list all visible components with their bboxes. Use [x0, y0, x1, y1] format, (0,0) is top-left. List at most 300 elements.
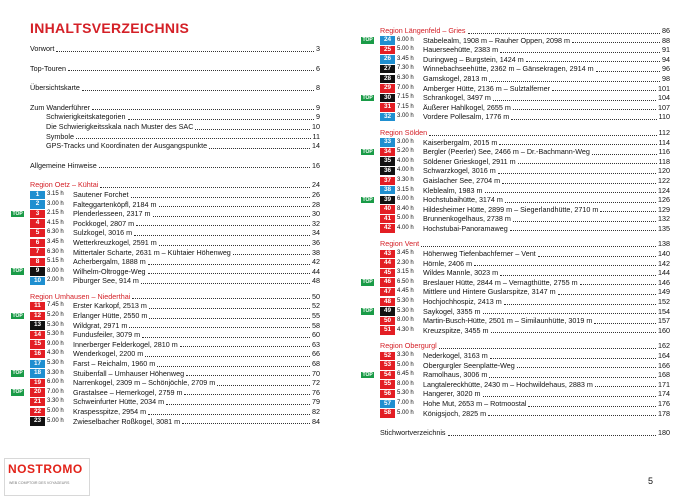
- tour-entry: [380, 205, 670, 215]
- entry-title: Bergler (Peerler) See, 2466 m – Dr.-Bachmann-Weg: [423, 147, 590, 157]
- page-ref: 129: [658, 204, 670, 214]
- entry-title: Wenderkogel, 2200 m: [73, 349, 144, 359]
- tour-entry: [30, 228, 320, 238]
- page-ref: 79: [312, 397, 320, 407]
- tour-number-badge: 11: [30, 302, 45, 310]
- dot-leader: [157, 366, 310, 367]
- tour-number-badge: 48: [380, 298, 395, 306]
- entry-title: GPS-Tracks und Koordinaten der Ausgangspunkte: [46, 141, 208, 151]
- page-ref: 174: [658, 389, 670, 399]
- page-ref: 66: [312, 349, 320, 359]
- dot-leader: [594, 323, 656, 324]
- entry-title: Hauerseehütte, 2383 m: [423, 45, 499, 55]
- page-ref: 96: [662, 64, 670, 74]
- tour-entry: [362, 277, 670, 288]
- region-heading: [380, 26, 670, 36]
- tour-duration: 5.30 h: [397, 307, 414, 314]
- entry-title: Symbole: [46, 131, 74, 141]
- page-ref: 91: [662, 45, 670, 55]
- dot-leader: [148, 264, 310, 265]
- top-tour-badge: TOP: [362, 279, 373, 286]
- toc-entry: [30, 122, 320, 132]
- spacer: [30, 73, 320, 83]
- dot-leader: [510, 230, 656, 231]
- dot-leader: [483, 313, 656, 314]
- tour-number-badge: 7: [30, 248, 45, 256]
- tour-number-badge: 17: [30, 360, 45, 368]
- tour-number-badge: 38: [380, 186, 395, 194]
- page-ref: 72: [312, 378, 320, 388]
- tour-entry: [380, 326, 670, 336]
- page-ref: 88: [662, 35, 670, 45]
- tour-entry: [380, 84, 670, 94]
- entry-title: Saykogel, 3355 m: [423, 306, 481, 316]
- entry-title: Schweinfurter Hütte, 2034 m: [73, 397, 165, 407]
- entry-title: Narrenkogel, 2309 m – Schönjöchle, 2709 m: [73, 378, 216, 388]
- page-ref: 32: [312, 218, 320, 228]
- tour-duration: 3.15 h: [397, 269, 414, 276]
- page-ref: 48: [312, 276, 320, 286]
- tour-number-badge: 47: [380, 288, 395, 296]
- entry-title: Top-Touren: [30, 63, 66, 73]
- page-ref: 166: [658, 360, 670, 370]
- top-tour-badge: TOP: [362, 196, 373, 203]
- tour-number-badge: 55: [380, 380, 395, 388]
- tour-number-badge: 6: [30, 239, 45, 247]
- logo-name: NOSTROMO: [8, 462, 83, 476]
- tour-entry: [380, 186, 670, 196]
- dot-leader: [513, 221, 656, 222]
- region-heading: [380, 128, 670, 138]
- dot-leader: [552, 90, 656, 91]
- entry-title: Breslauer Hütte, 2844 m – Vernagthütte, 2755 m: [423, 277, 578, 287]
- tour-number-badge: 35: [380, 157, 395, 165]
- dot-leader: [448, 435, 656, 436]
- page-ref: 126: [658, 195, 670, 205]
- tour-number-badge: 36: [380, 167, 395, 175]
- toc-entry: [30, 64, 320, 74]
- entry-title: Hildesheimer Hütte, 2899 m – Siegerlandhütte, 2710 m: [423, 204, 599, 214]
- entry-title: Gaislacher See, 2704 m: [423, 175, 501, 185]
- tour-entry: [362, 93, 670, 103]
- tour-duration: 3.00 h: [397, 113, 414, 120]
- entry-title: Erlanger Hütte, 2550 m: [73, 311, 148, 321]
- top-tour-badge: TOP: [12, 389, 23, 396]
- tour-duration: 7.15 h: [397, 103, 414, 110]
- page-ref: 28: [312, 199, 320, 209]
- tour-number-badge: 31: [380, 103, 395, 111]
- tour-entry: [30, 257, 320, 267]
- tour-entry: [362, 195, 670, 205]
- spacer: [30, 54, 320, 64]
- spacer: [30, 151, 320, 161]
- entry-title: Acherbergalm, 1888 m: [73, 257, 146, 267]
- tour-duration: 8.00 h: [47, 267, 64, 274]
- top-tour-badge: TOP: [12, 312, 23, 319]
- page-title: INHALTSVERZEICHNIS: [30, 20, 190, 36]
- tour-entry: [30, 190, 320, 200]
- tour-number-badge: 1: [30, 191, 45, 199]
- tour-entry: [362, 306, 670, 317]
- page-ref: 116: [658, 147, 670, 157]
- page-ref: 63: [312, 339, 320, 349]
- tour-number-badge: 54: [380, 371, 395, 379]
- tour-number-badge: 9: [30, 267, 45, 275]
- top-tour-badge: TOP: [12, 210, 23, 217]
- page-ref: 171: [658, 379, 670, 389]
- tour-duration: 5.00 h: [397, 361, 414, 368]
- tour-duration: 5.00 h: [47, 417, 64, 424]
- dot-leader: [180, 346, 310, 347]
- tour-duration: 3.30 h: [47, 369, 64, 376]
- tour-number-badge: 3: [30, 210, 45, 218]
- tour-duration: 3.15 h: [47, 190, 64, 197]
- page-ref: 104: [658, 93, 670, 103]
- tour-duration: 4.00 h: [397, 224, 414, 231]
- tour-duration: 3.45 h: [397, 55, 414, 62]
- spacer: [30, 170, 320, 180]
- tour-number-badge: 29: [380, 84, 395, 92]
- tour-duration: 6.00 h: [47, 379, 64, 386]
- page-ref: 138: [658, 239, 670, 249]
- tour-entry: [30, 219, 320, 229]
- dot-leader: [505, 202, 656, 203]
- entry-title: Stabelealm, 1908 m – Rauher Oppen, 2098 m: [423, 35, 571, 45]
- page-ref: 114: [658, 137, 670, 147]
- tour-duration: 3.30 h: [47, 398, 64, 405]
- page-ref: 160: [658, 325, 670, 335]
- tour-entry: [30, 359, 320, 369]
- entry-title: Pockkogel, 2807 m: [73, 218, 135, 228]
- dot-leader: [76, 138, 311, 139]
- entry-title: Region Oetz – Kühtai: [30, 180, 99, 190]
- dot-leader: [429, 135, 656, 136]
- entry-title: Piburger See, 914 m: [73, 276, 139, 286]
- tour-duration: 2.15 h: [47, 210, 64, 217]
- entry-title: Duringweg – Burgstein, 1424 m: [423, 54, 524, 64]
- page-ref: 42: [312, 257, 320, 267]
- region-heading: [30, 180, 320, 190]
- tour-duration: 5.00 h: [397, 409, 414, 416]
- tour-duration: 5.30 h: [397, 298, 414, 305]
- dot-leader: [68, 70, 314, 71]
- tour-duration: 5.00 h: [47, 408, 64, 414]
- tour-number-badge: 42: [380, 224, 395, 232]
- page-ref: 70: [312, 368, 320, 378]
- tour-duration: 4.45 h: [397, 288, 414, 295]
- tour-entry: [380, 224, 670, 234]
- page-ref: 60: [312, 330, 320, 340]
- dot-leader: [596, 71, 660, 72]
- tour-entry: [380, 112, 670, 122]
- tour-entry: [380, 157, 670, 167]
- tour-duration: 8.00 h: [397, 380, 414, 387]
- tour-number-badge: 46: [380, 278, 395, 286]
- entry-title: Mittertaler Scharte, 2631 m – Kühtaier Höhenweg: [73, 247, 231, 257]
- tour-number-badge: 28: [380, 75, 395, 83]
- tour-duration: 6.00 h: [397, 36, 414, 43]
- entry-title: Vordere Pollesalm, 1776 m: [423, 112, 510, 122]
- tour-entry: [380, 361, 670, 371]
- dot-leader: [538, 256, 656, 257]
- tour-number-badge: 10: [30, 277, 45, 285]
- entry-title: Stichwortverzeichnis: [380, 428, 446, 438]
- tour-entry: [380, 409, 670, 419]
- dot-leader: [82, 90, 314, 91]
- dot-leader: [148, 273, 310, 274]
- tour-entry: [12, 209, 320, 219]
- toc-entry: [30, 141, 320, 151]
- tour-number-badge: 25: [380, 46, 395, 54]
- entry-title: Söldener Grieskogel, 2911 m: [423, 156, 516, 166]
- page-ref: 76: [312, 387, 320, 397]
- entry-title: Sulzkogel, 3016 m: [73, 228, 133, 238]
- entry-title: Kraspesspitze, 2954 m: [73, 407, 147, 416]
- entry-title: Region Umhausen – Niederthai: [30, 291, 131, 301]
- tour-duration: 3.00 h: [397, 138, 414, 145]
- tour-entry: [12, 266, 320, 277]
- tour-entry: [380, 249, 670, 259]
- page-ref: 120: [658, 166, 670, 176]
- page-ref: 86: [662, 26, 670, 35]
- page-ref: 149: [658, 287, 670, 297]
- entry-title: Farst – Reichalm, 1960 m: [73, 359, 156, 369]
- tour-entry: [380, 64, 670, 74]
- tour-duration: 4.00 h: [397, 167, 414, 174]
- entry-title: Wildgrat, 2971 m: [73, 320, 128, 330]
- tour-duration: 4.00 h: [397, 157, 414, 164]
- entry-title: Region Vent: [380, 239, 420, 249]
- dot-leader: [511, 119, 656, 120]
- page-ref: 26: [312, 189, 320, 199]
- tour-duration: 5.00 h: [397, 215, 414, 222]
- tour-entry: [380, 259, 670, 269]
- tour-entry: [30, 330, 320, 340]
- toc-left-column: [12, 44, 320, 426]
- entry-title: Innerberger Felderkogel, 2810 m: [73, 339, 178, 349]
- tour-entry: [380, 166, 670, 176]
- tour-duration: 7.00 h: [47, 388, 64, 395]
- entry-title: Stuibenfall – Umhauser Höhenweg: [73, 368, 185, 378]
- tour-duration: 7.00 h: [397, 84, 414, 91]
- page-ref: 176: [658, 398, 670, 408]
- tour-number-badge: 22: [30, 408, 45, 416]
- dot-leader: [421, 246, 656, 247]
- page-ref: 44: [312, 266, 320, 276]
- dot-leader: [526, 61, 660, 62]
- entry-title: Höhenweg Tiefenbachferner – Vent: [423, 249, 536, 259]
- entry-title: Hörnle, 2406 m: [423, 258, 473, 268]
- entry-title: Schwierigkeitskategorien: [46, 112, 126, 122]
- page-ref: 144: [658, 268, 670, 278]
- top-tour-badge: TOP: [12, 268, 23, 275]
- tour-duration: 3.45 h: [397, 250, 414, 257]
- tour-entry: [30, 378, 320, 388]
- dot-leader: [502, 183, 656, 184]
- dot-leader: [493, 100, 656, 101]
- tour-number-badge: 2: [30, 200, 45, 208]
- entry-title: Äußerer Hahlkogel, 2655 m: [423, 102, 511, 112]
- dot-leader: [491, 332, 656, 333]
- top-tour-badge: TOP: [12, 370, 23, 377]
- entry-title: Mittlere und Hintere Guslarspitze, 3147 m: [423, 287, 556, 297]
- entry-title: Obergurgler Seenplatte-Weg: [423, 360, 515, 370]
- tour-duration: 6.45 h: [397, 371, 414, 378]
- tour-number-badge: 23: [30, 417, 45, 425]
- tour-number-badge: 53: [380, 361, 395, 369]
- tour-number-badge: 26: [380, 55, 395, 63]
- entry-title: Erster Karkopf, 2513 m: [73, 301, 147, 311]
- page-ref: 152: [658, 297, 670, 307]
- dot-leader: [500, 52, 660, 53]
- tour-number-badge: 40: [380, 205, 395, 213]
- page-ref: 9: [316, 102, 320, 112]
- dot-leader: [528, 406, 656, 407]
- tour-number-badge: 19: [30, 379, 45, 387]
- tour-duration: 7.30 h: [397, 65, 414, 72]
- entry-title: Zwieselbacher Roßkogel, 3081 m: [73, 416, 181, 426]
- dot-leader: [100, 187, 310, 188]
- entry-title: Kreuzspitze, 3455 m: [423, 325, 489, 335]
- tour-duration: 4.15 h: [47, 219, 64, 226]
- page-ref: 6: [316, 63, 320, 73]
- page-ref: 107: [658, 102, 670, 112]
- dot-leader: [489, 377, 656, 378]
- page-ref: 16: [312, 160, 320, 170]
- dot-leader: [209, 148, 310, 149]
- tour-number-badge: 57: [380, 400, 395, 408]
- entry-title: Region Längenfeld – Gries: [380, 26, 466, 35]
- tour-number-badge: 13: [30, 321, 45, 329]
- page-ref: 140: [658, 249, 670, 259]
- tour-number-badge: 30: [380, 94, 395, 102]
- tour-entry: [12, 368, 320, 379]
- tour-entry: [30, 200, 320, 210]
- tour-number-badge: 58: [380, 409, 395, 417]
- dot-leader: [132, 298, 310, 299]
- tour-entry: [380, 380, 670, 390]
- tour-number-badge: 51: [380, 326, 395, 334]
- toc-entry: [30, 44, 320, 54]
- page-ref: 68: [312, 359, 320, 369]
- dot-leader: [483, 396, 656, 397]
- region-heading: [380, 239, 670, 249]
- dot-leader: [149, 308, 310, 309]
- tour-entry: [30, 276, 320, 286]
- tour-entry: [30, 248, 320, 258]
- tour-duration: 5.15 h: [47, 258, 64, 265]
- page-ref: 164: [658, 351, 670, 360]
- tour-duration: 5.30 h: [47, 331, 64, 338]
- toc-entry: [30, 103, 320, 113]
- tour-number-badge: 14: [30, 331, 45, 339]
- dot-leader: [134, 235, 310, 236]
- dot-leader: [499, 144, 656, 145]
- toc-entry: [30, 112, 320, 122]
- tour-entry: [380, 55, 670, 65]
- tour-entry: [380, 351, 670, 361]
- tour-duration: 7.45 h: [47, 302, 64, 309]
- page-ref: 118: [658, 156, 670, 166]
- tour-duration: 2.00 h: [47, 277, 64, 284]
- tour-number-badge: 33: [380, 138, 395, 146]
- tour-number-badge: 20: [30, 388, 45, 396]
- tour-number-badge: 52: [380, 352, 395, 360]
- entry-title: Langtalereckhütte, 2430 m – Hochwildehaus, 2883 m: [423, 379, 593, 389]
- entry-title: Kaiserbergalm, 2015 m: [423, 137, 498, 147]
- page-ref: 157: [658, 316, 670, 326]
- tour-entry: [362, 370, 670, 380]
- dot-leader: [595, 386, 656, 387]
- dot-leader: [153, 216, 310, 217]
- page-ref: 146: [658, 277, 670, 287]
- tour-duration: 4.30 h: [397, 326, 414, 333]
- dot-leader: [56, 51, 314, 52]
- dot-leader: [142, 337, 310, 338]
- entry-title: Fundusfeiler, 3079 m: [73, 330, 141, 340]
- entry-title: Winnebachseehütte, 2362 m – Gänsekragen, 2914 m: [423, 64, 594, 74]
- dot-leader: [217, 385, 310, 386]
- tour-number-badge: 49: [380, 307, 395, 315]
- page-ref: 98: [662, 73, 670, 83]
- tour-number-badge: 15: [30, 340, 45, 348]
- region-heading: [380, 341, 670, 351]
- page-ref: 168: [658, 370, 670, 380]
- tour-number-badge: 5: [30, 229, 45, 237]
- tour-duration: 6.30 h: [397, 74, 414, 81]
- tour-entry: [12, 387, 320, 398]
- entry-title: Region Obergurgl: [380, 341, 437, 351]
- tour-entry: [362, 35, 670, 46]
- entry-title: Schrankogel, 3497 m: [423, 93, 491, 103]
- page-ref: 124: [658, 185, 670, 195]
- tour-entry: [380, 138, 670, 148]
- entry-title: Martin-Busch-Hütte, 2501 m – Similaunhütte, 3019 m: [423, 316, 593, 326]
- tour-number-badge: 50: [380, 317, 395, 325]
- dot-leader: [186, 375, 310, 376]
- entry-title: Amberger Hütte, 2136 m – Sulztalferner: [423, 83, 551, 93]
- tour-entry: [380, 389, 670, 399]
- dot-leader: [558, 294, 656, 295]
- dot-leader: [159, 206, 310, 207]
- entry-title: Schwarzkogel, 3016 m: [423, 166, 496, 176]
- dot-leader: [195, 129, 310, 130]
- tour-number-badge: 45: [380, 269, 395, 277]
- entry-title: Vorwort: [30, 44, 55, 53]
- entry-title: Nederkogel, 3163 m: [423, 351, 488, 360]
- page-ref: 38: [312, 247, 320, 257]
- dot-leader: [518, 163, 657, 164]
- tour-entry: [380, 45, 670, 55]
- tour-entry: [380, 297, 670, 307]
- page-ref: 122: [658, 175, 670, 185]
- tour-duration: 5.30 h: [47, 360, 64, 367]
- tour-duration: 7.15 h: [397, 94, 414, 101]
- page-ref: 58: [312, 320, 320, 330]
- toc-right-column: [362, 26, 670, 438]
- toc-entry: [30, 161, 320, 171]
- tour-number-badge: 56: [380, 390, 395, 398]
- tour-number-badge: 27: [380, 65, 395, 73]
- page-ref: 8: [316, 83, 320, 93]
- dot-leader: [572, 42, 660, 43]
- top-tour-badge: TOP: [362, 371, 373, 378]
- tour-number-badge: 43: [380, 250, 395, 258]
- dot-leader: [500, 275, 656, 276]
- tour-duration: 5.30 h: [47, 321, 64, 328]
- tour-duration: 7.00 h: [397, 399, 414, 406]
- tour-entry: [380, 399, 670, 409]
